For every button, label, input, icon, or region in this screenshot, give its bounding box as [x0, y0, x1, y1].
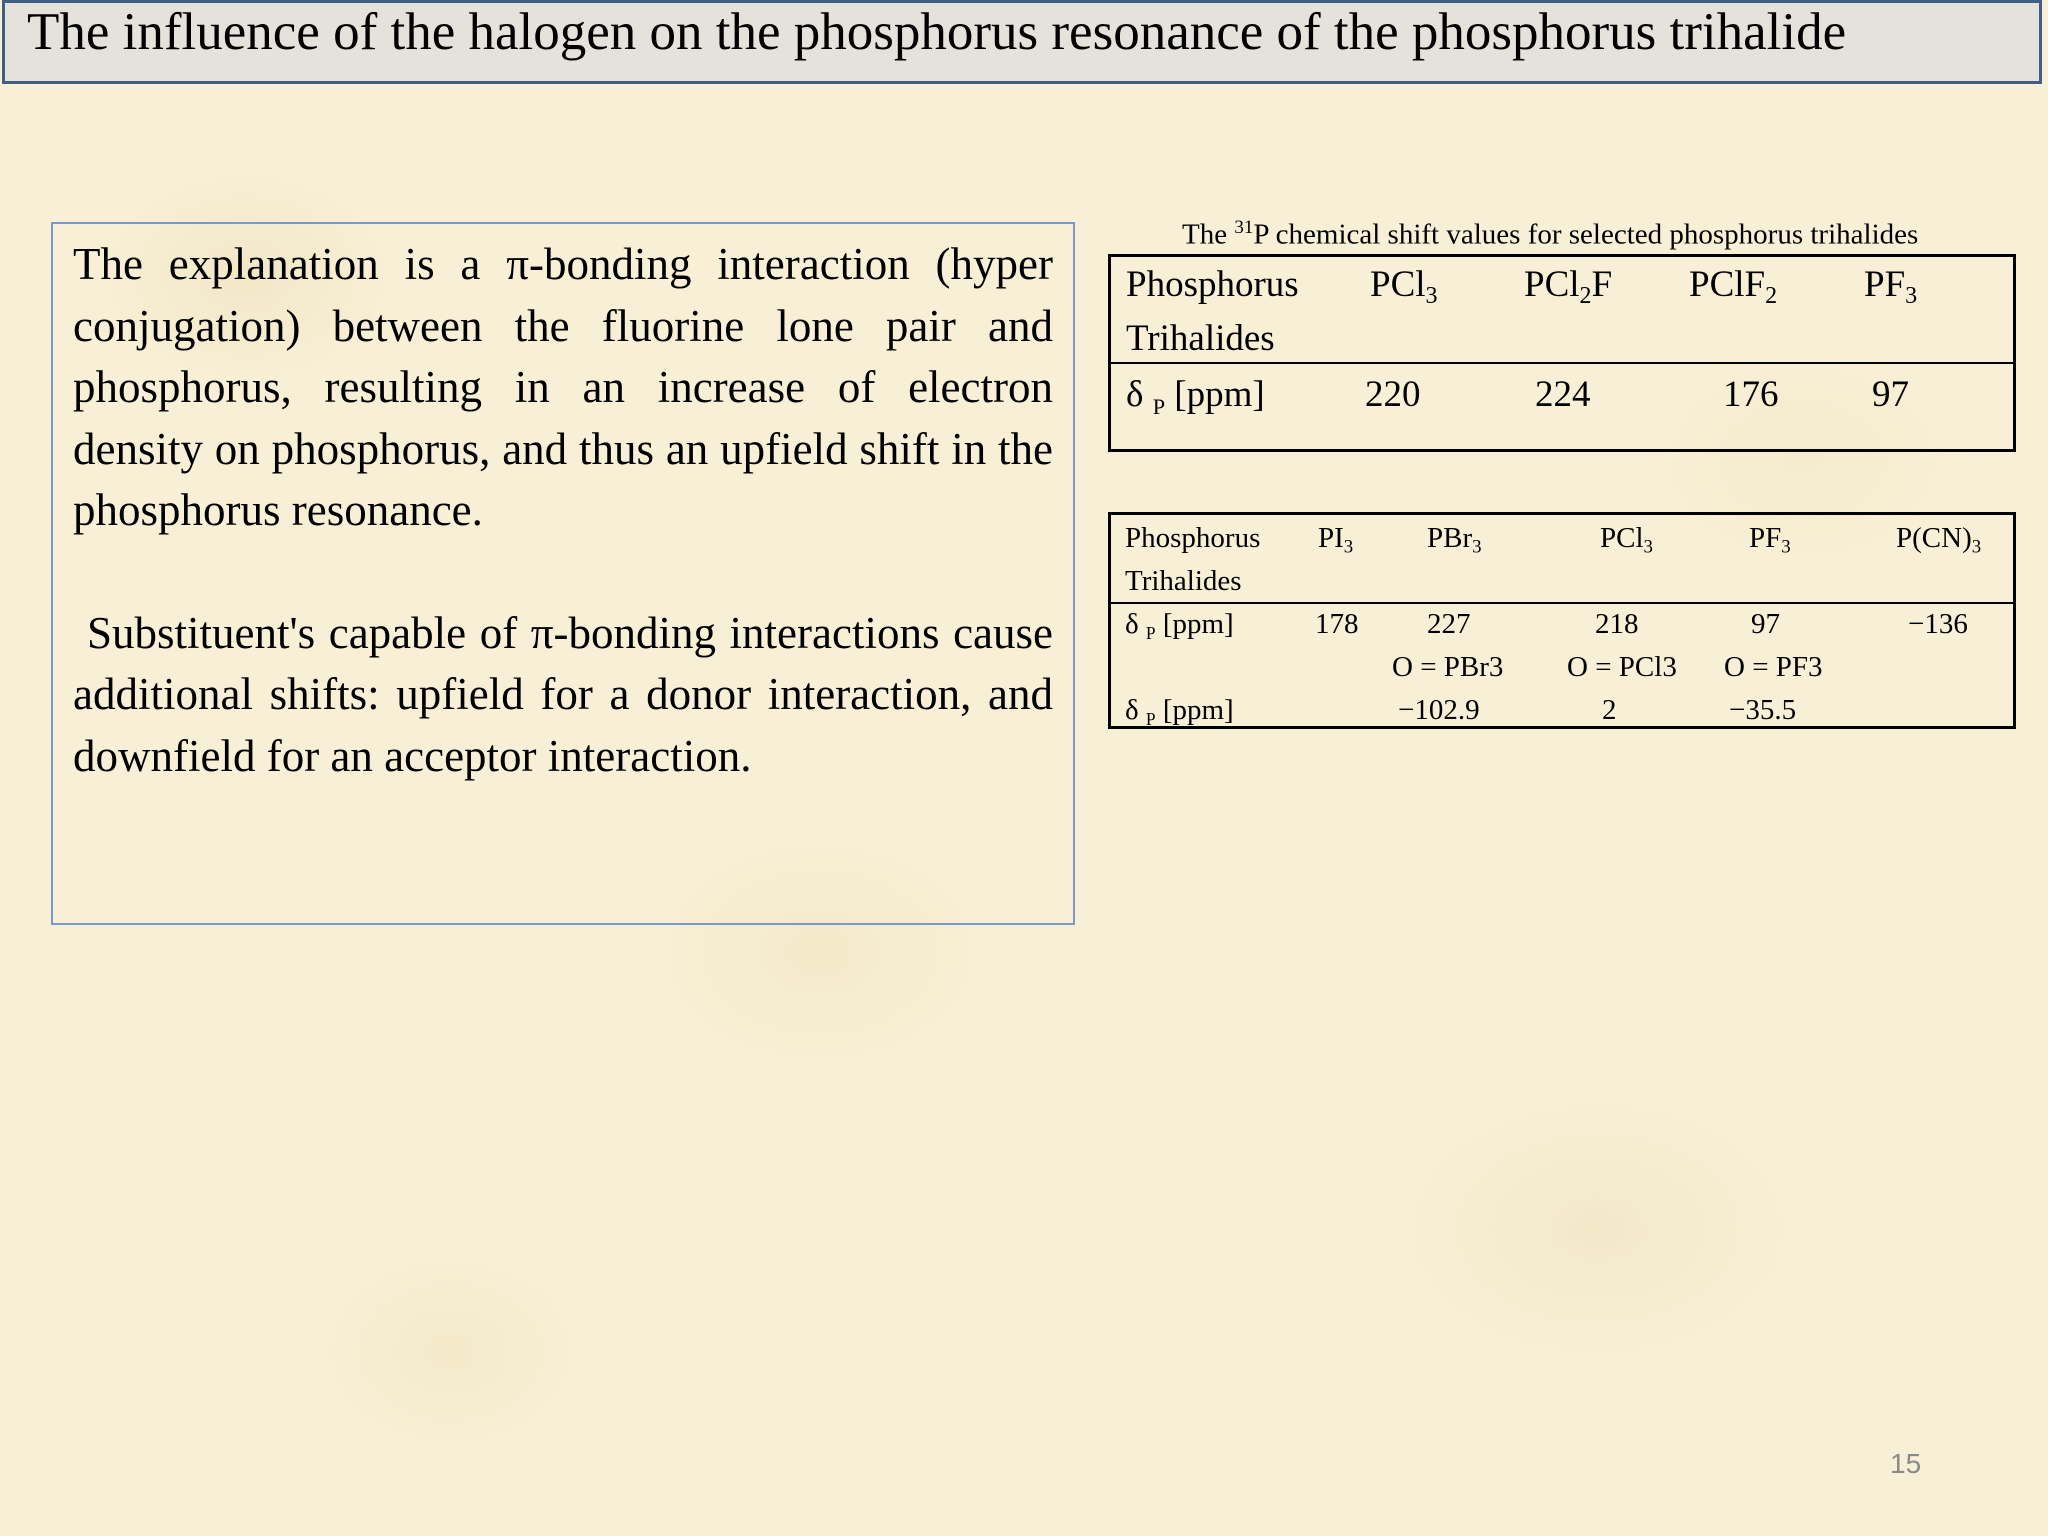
page-number: 15 — [1890, 1448, 1922, 1479]
oxide-shift-pf3: −35.5 — [1729, 694, 1797, 726]
row-header-shift: δ $_P$ [ppm] — [1126, 374, 1265, 419]
shift-value-pcl3: 220 — [1365, 374, 1421, 415]
row-header-shift: δ $_P$ [ppm] — [1125, 608, 1234, 644]
shift-value-pcl3: 218 — [1595, 608, 1639, 640]
compound-header-pi3: $PI_3$ — [1318, 522, 1354, 558]
compound-header-pf3: $PF_3$ — [1749, 522, 1791, 558]
oxide-label-pf3: O = PF3 — [1724, 651, 1823, 683]
oxide-shift-pcl3: 2 — [1602, 694, 1617, 726]
compound-header-pcl2f: PCl$_2$F — [1524, 264, 1613, 310]
shift-value-pclf2: 176 — [1723, 374, 1779, 415]
shift-value-pcn3: −136 — [1908, 608, 1968, 640]
explanation-text-box — [51, 222, 1075, 925]
oxide-label-pbr3: O = PBr3 — [1392, 651, 1504, 683]
compound-header-pcl3: PCl$_3$ — [1370, 264, 1438, 310]
chemical-shift-table-2 — [1108, 512, 2016, 729]
compound-header-pf3: $PF_3$ — [1864, 264, 1918, 310]
chemical-shift-table-1 — [1108, 254, 2016, 452]
shift-value-pcl2f: 224 — [1535, 374, 1591, 415]
shift-value-pi3: 178 — [1315, 608, 1359, 640]
shift-value-pf3: 97 — [1872, 374, 1909, 415]
oxide-shift-pbr3: −102.9 — [1398, 694, 1480, 726]
row-header-oxide-shift: δ $_P$ [ppm] — [1125, 694, 1234, 730]
table1-caption: The $^{31}$P chemical shift values for selected phosphorus trihalides — [1182, 217, 1919, 251]
slide-title: The influence of the halogen on the phosphorus resonance of the phosphorus trihalide — [2, 0, 2042, 84]
explanation-paragraph: The explanation is a π-bonding interaction (hyper conjugation) between the fluorine lone pair and phosphorus, resulting in an increase of electron density on phosphorus, and thus an upfield shift in the phosphorus resonance. — [73, 239, 1053, 535]
row-header-compound: Phosphorus Trihalides — [1125, 522, 1261, 597]
oxide-label-pcl3: O = PCl3 — [1567, 651, 1677, 683]
row-header-compound: Phosphorus Trihalides — [1126, 264, 1299, 359]
compound-header-pcl3: PCl$_3$ — [1600, 522, 1653, 558]
compound-header-pcn3: $P(CN)_3$ — [1896, 522, 1982, 558]
shift-value-pf3: 97 — [1751, 608, 1780, 640]
shift-value-pbr3: 227 — [1427, 608, 1471, 640]
substituent-paragraph: Substituent's capable of π-bonding interactions cause additional shifts: upfield for a donor interaction, and downfield for an acceptor interaction. — [73, 607, 1053, 781]
compound-header-pclf2: PClF$_2$ — [1689, 264, 1778, 310]
compound-header-pbr3: PBr$_3$ — [1427, 522, 1482, 558]
